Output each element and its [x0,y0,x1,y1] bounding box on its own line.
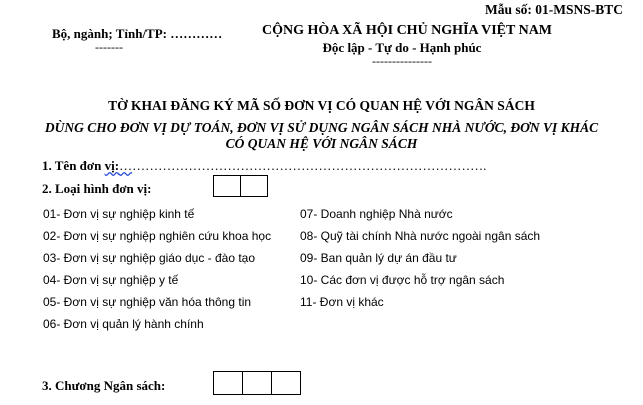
unit-type-option: 01- Đơn vị sự nghiệp kinh tế [43,207,195,221]
ministry-divider: ------- [95,40,123,54]
unit-type-boxes[interactable] [213,175,267,197]
unit-type-option: 02- Đơn vị sự nghiệp nghiên cứu khoa học [43,229,272,243]
unit-type-option: 06- Đơn vị quản lý hành chính [43,317,204,331]
unit-name-dots: ………………………………………………………………………. [132,158,487,173]
national-title: CỘNG HÒA XÃ HỘI CHỦ NGHĨA VIỆT NAM [262,23,553,38]
unit-type-option: 11- Đơn vị khác [300,295,384,309]
budget-chapter-box-2[interactable] [242,371,272,395]
form-title: TỜ KHAI ĐĂNG KÝ MÃ SỐ ĐƠN VỊ CÓ QUAN HỆ VỚI NGÂN SÁCH [108,98,535,113]
unit-type-option: 09- Ban quản lý dự án đầu tư [300,251,457,265]
ministry-label: Bộ, ngành; Tỉnh/TP: ………… [52,26,223,41]
unit-type-box-1[interactable] [213,175,241,197]
unit-name-dots-flagged: … [119,158,133,173]
unit-type-option: 08- Quỹ tài chính Nhà nước ngoài ngân sách [300,229,541,243]
motto-divider: --------------- [372,54,432,68]
unit-type-option: 04- Đơn vị sự nghiệp y tế [43,273,179,287]
unit-name-label: 1. Tên đơn [42,158,105,173]
unit-type-option: 07- Doanh nghiệp Nhà nước [300,207,453,221]
unit-type-option: 03- Đơn vị sự nghiệp giáo dục - đào tạo [43,251,256,265]
budget-chapter-box-3[interactable] [271,371,301,395]
unit-type-option: 10- Các đơn vị được hỗ trợ ngân sách [300,273,505,287]
form-code: Mẫu số: 01-MSNS-BTC [484,2,623,17]
unit-type-box-2[interactable] [240,175,268,197]
unit-type-option: 05- Đơn vị sự nghiệp văn hóa thông tin [43,295,252,309]
unit-type-label: 2. Loại hình đơn vị: [42,181,152,196]
unit-name-field[interactable] [42,158,486,174]
national-motto: Độc lập - Tự do - Hạnh phúc [322,40,482,55]
budget-chapter-boxes[interactable] [213,371,300,395]
budget-chapter-box-1[interactable] [213,371,243,395]
budget-chapter-label: 3. Chương Ngân sách: [42,378,166,393]
form-subtitle: DÙNG CHO ĐƠN VỊ DỰ TOÁN, ĐƠN VỊ SỬ DỤNG NGÂN SÁCH NHÀ NƯỚC, ĐƠN VỊ KHÁC CÓ QUAN HỆ VỚI NGÂN SÁCH [44,120,599,151]
unit-name-label-flagged: vị: [104,158,120,173]
